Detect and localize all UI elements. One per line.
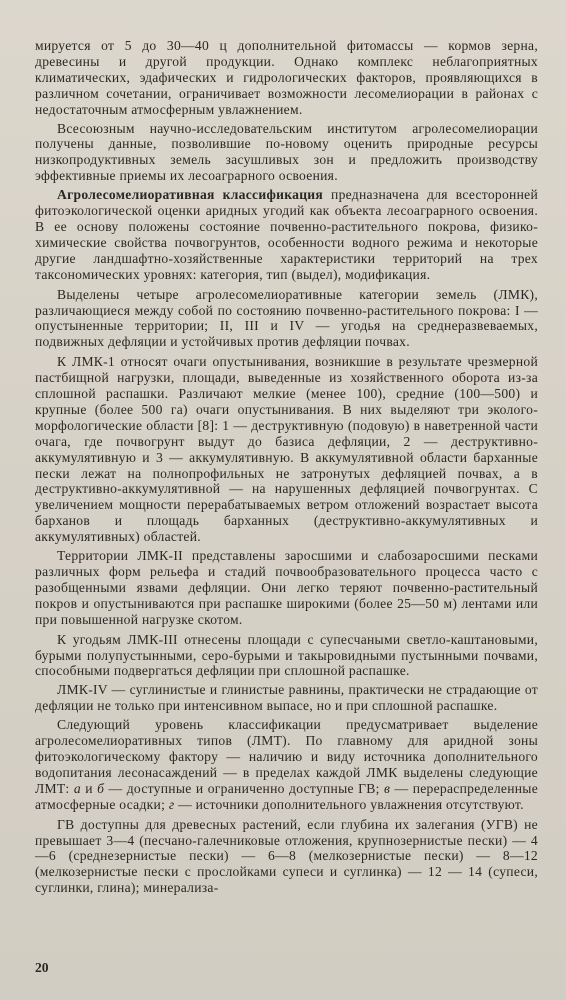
paragraph-3 bbox=[35, 187, 538, 282]
paragraph-9-a: Следующий уровень классификации предусматривает выделение агролесомелиоративных типов (ЛМТ). По главному для аридной зоны фитоэкологическому фактору — наличию и виду источника дополнительного водопитания лесонасаждений — в пределах каждой ЛМК выделены следующие ЛМТ: bbox=[35, 717, 538, 796]
body-text bbox=[35, 38, 538, 896]
paragraph-2: Всесоюзным научно-исследовательским институтом агролесомелиорации получены данные, позволившие по-новому оценить природные ресурсы низкопродуктивных земель засушливых зон и предложить производству эффективные приемы их лесоаграрного освоения. bbox=[35, 120, 538, 184]
paragraph-9-mid: — доступные и ограниченно доступные ГВ; bbox=[104, 780, 384, 796]
paragraph-9-and: и bbox=[80, 780, 98, 796]
paragraph-7: К угодьям ЛМК-III отнесены площади с супесчаными светло-каштановыми, бурыми полупустынными, серо-бурыми и такыровидными пустынными почвами, способными подвергаться дефляции при сплошной распашке. bbox=[35, 631, 538, 679]
type-b-letter: б bbox=[97, 780, 105, 796]
type-v-letter: в bbox=[384, 780, 391, 796]
paragraph-8: ЛМК-IV — суглинистые и глинистые равнины, практически не страдающие от дефляции не только при интенсивном выпасе, но и при сплошной распашке. bbox=[35, 682, 538, 714]
paragraph-5: К ЛМК-1 относят очаги опустынивания, возникшие в результате чрезмерной пастбищной нагрузки, площади, выведенные из хозяйственного оборота из-за сплошной распашки. Различают мелкие (менее 100), средние (100—500) и крупные (более 500 га) очаги опустынивания. В них выделяют три эколого-морфологические области [8]: 1 — деструктивную (подовую) в наветренной части очага, где почвогрунт выдут до базиса дефляции, 2 — деструктивно-аккумулятивную и 3 — аккумулятивную. В аккумулятивной области барханные пески лежат на полнопрофильных не затронутых дефляцией почвах, а в деструктивно-аккумулятивной — на нарушенных дефляцией почвогрунтах. С увеличением мощности перерабатываемых ветром отложений возрастает высота барханов и площадь барханных (деструктивно-аккумулятивных и аккумулятивных) областей. bbox=[35, 354, 538, 545]
paragraph-10: ГВ доступны для древесных растений, если глубина их залегания (УГВ) не превышает 3—4 (песчано-галечниковые отложения, крупнозернистые пески) — 4—6 (среднезернистые пески) — 6—8 (мелкозернистые пески) — 8—12 (мелкозернистые пески с прослойками супеси и суглинка) — 12 — 14 (супеси, суглинки, глина); минерализа- bbox=[35, 816, 538, 896]
paragraph-9-end: — источники дополнительного увлажнения отсутствуют. bbox=[174, 796, 524, 812]
paragraph-9-mid2: — перераспределенные атмосферные осадки; bbox=[35, 780, 539, 812]
paragraph-9 bbox=[35, 717, 538, 812]
type-a-letter: а bbox=[73, 780, 81, 796]
page-number: 20 bbox=[35, 960, 49, 975]
paragraph-3-rest: предназначена для всесторонней фитоэкологической оценки аридных угодий как объекта лесоаграрного освоения. В ее основу положены состояние почвенно-растительного покрова, физико-химические свойства почвогрунтов, особенности водного режима и некоторые другие ландшафтно-хозяйственные характеристики территорий на трех таксономических уровнях: категория, тип (выдел), модификация. bbox=[35, 187, 538, 282]
paragraph-4: Выделены четыре агролесомелиоративные категории земель (ЛМК), различающиеся между собой по состоянию почвенно-растительного покрова: I — опустыненные территории; II, III и IV — угодья на среднеразвеваемых, подвижных дефляции и устойчивых против дефляции почвах. bbox=[35, 286, 538, 350]
paragraph-6: Территории ЛМК-II представлены заросшими и слабозаросшими песками различных форм рельефа и стадий почвообразовательного процесса часто с разобщенными язвами дефляции. Они легко теряют почвенно-растительный покров и опустыниваются при распашке широкими (более 25—50 м) лентами или при повышенной нагрузке скотом. bbox=[35, 548, 538, 627]
term-classification: Агролесомелиоративная классификация bbox=[57, 187, 324, 203]
paragraph-1: мируется от 5 до 30—40 ц дополнительной фитомассы — кормов зерна, древесины и другой продукции. Однако комплекс неблагоприятных климатических, эдафических и гидрологических факторов, проявляющихся в различном сочетании, ограничивает возможности лесомелиорации в районах с недостаточным атмосферным увлажнением. bbox=[35, 38, 538, 117]
type-g-letter: г bbox=[168, 796, 175, 812]
